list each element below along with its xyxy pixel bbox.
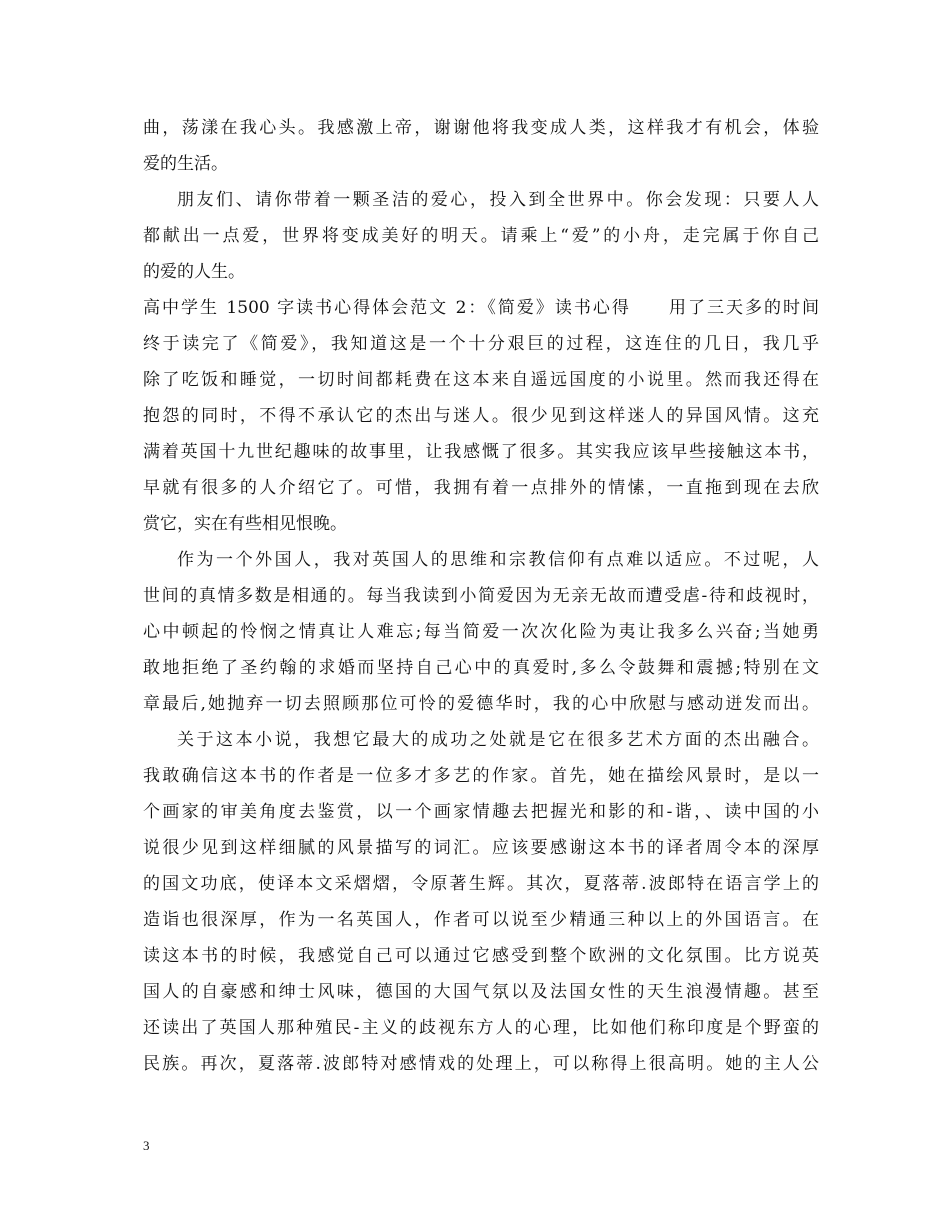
text-line: 说很少见到这样细腻的风景描写的词汇。应该要感谢这本书的译者周令本的深厚: [143, 838, 819, 858]
text-line: 早就有很多的人介绍它了。可惜，我拥有着一点排外的情愫，一直拖到现在去欣: [143, 478, 819, 498]
text-line: 世间的真情多数是相通的。每当我读到小简爱因为无亲无故而遭受虐-待和歧视时，: [143, 586, 819, 606]
text-line: 心中顿起的怜悯之情真让人难忘;每当简爱一次次化险为夷让我多么兴奋;当她勇: [143, 622, 819, 642]
text-line: 敢地拒绝了圣约翰的求婚而坚持自己心中的真爱时,多么令鼓舞和震撼;特别在文: [143, 658, 819, 678]
document-body: [143, 110, 819, 1082]
page-number: 3: [143, 1138, 150, 1153]
text-line: 曲，荡漾在我心头。我感激上帝，谢谢他将我变成人类，这样我才有机会，体验: [143, 118, 819, 138]
text-line: 我敢确信这本书的作者是一位多才多艺的作家。首先，她在描绘风景时，是以一: [143, 766, 819, 786]
text-line: 读这本书的时候，我感觉自己可以通过它感受到整个欧洲的文化氛围。比方说英: [143, 946, 819, 966]
text-line: 赏它，实在有些相见恨晚。: [143, 514, 347, 534]
text-line: 章最后,她抛弃一切去照顾那位可怜的爱德华时，我的心中欣慰与感动迸发而出。: [143, 694, 819, 714]
text-line: 终于读完了《简爱》，我知道这是一个十分艰巨的过程，这连住的几日，我几乎: [143, 334, 819, 354]
text-line: 造诣也很深厚，作为一名英国人，作者可以说至少精通三种以上的外国语言。在: [143, 910, 819, 930]
text-line: 国人的自豪感和绅士风味，德国的大国气氛以及法国女性的天生浪漫情趣。甚至: [143, 982, 819, 1002]
text-line: 除了吃饭和睡觉，一切时间都耗费在这本来自遥远国度的小说里。然而我还得在: [143, 370, 819, 390]
text-line: 满着英国十九世纪趣味的故事里，让我感慨了很多。其实我应该早些接触这本书，: [143, 442, 819, 462]
text-line: 关于这本小说，我想它最大的成功之处就是它在很多艺术方面的杰出融合。: [177, 730, 819, 750]
text-line: 爱的生活。: [143, 154, 228, 174]
text-line: 抱怨的同时，不得不承认它的杰出与迷人。很少见到这样迷人的异国风情。这充: [143, 406, 819, 426]
text-line: 民族。再次，夏落蒂.波郎特对感情戏的处理上，可以称得上很高明。她的主人公: [143, 1054, 819, 1074]
text-line: 还读出了英国人那种殖民-主义的歧视东方人的心理，比如他们称印度是个野蛮的: [143, 1018, 819, 1038]
text-line: 作为一个外国人，我对英国人的思维和宗教信仰有点难以适应。不过呢，人: [177, 550, 819, 570]
text-line: 高中学生 1500 字读书心得体会范文 2：《简爱》读书心得 用了三天多的时间: [143, 298, 819, 318]
text-line: 的爱的人生。: [143, 262, 245, 282]
text-line: 都献出一点爱，世界将变成美好的明天。请乘上“爱”的小舟，走完属于你自己: [143, 226, 819, 246]
text-line: 的国文功底，使译本文采熠熠，令原著生辉。其次，夏落蒂.波郎特在语言学上的: [143, 874, 819, 894]
text-line: 朋友们、请你带着一颗圣洁的爱心，投入到全世界中。你会发现：只要人人: [177, 190, 819, 210]
text-line: 个画家的审美角度去鉴赏，以一个画家情趣去把握光和影的和-谐，、读中国的小: [143, 802, 819, 822]
